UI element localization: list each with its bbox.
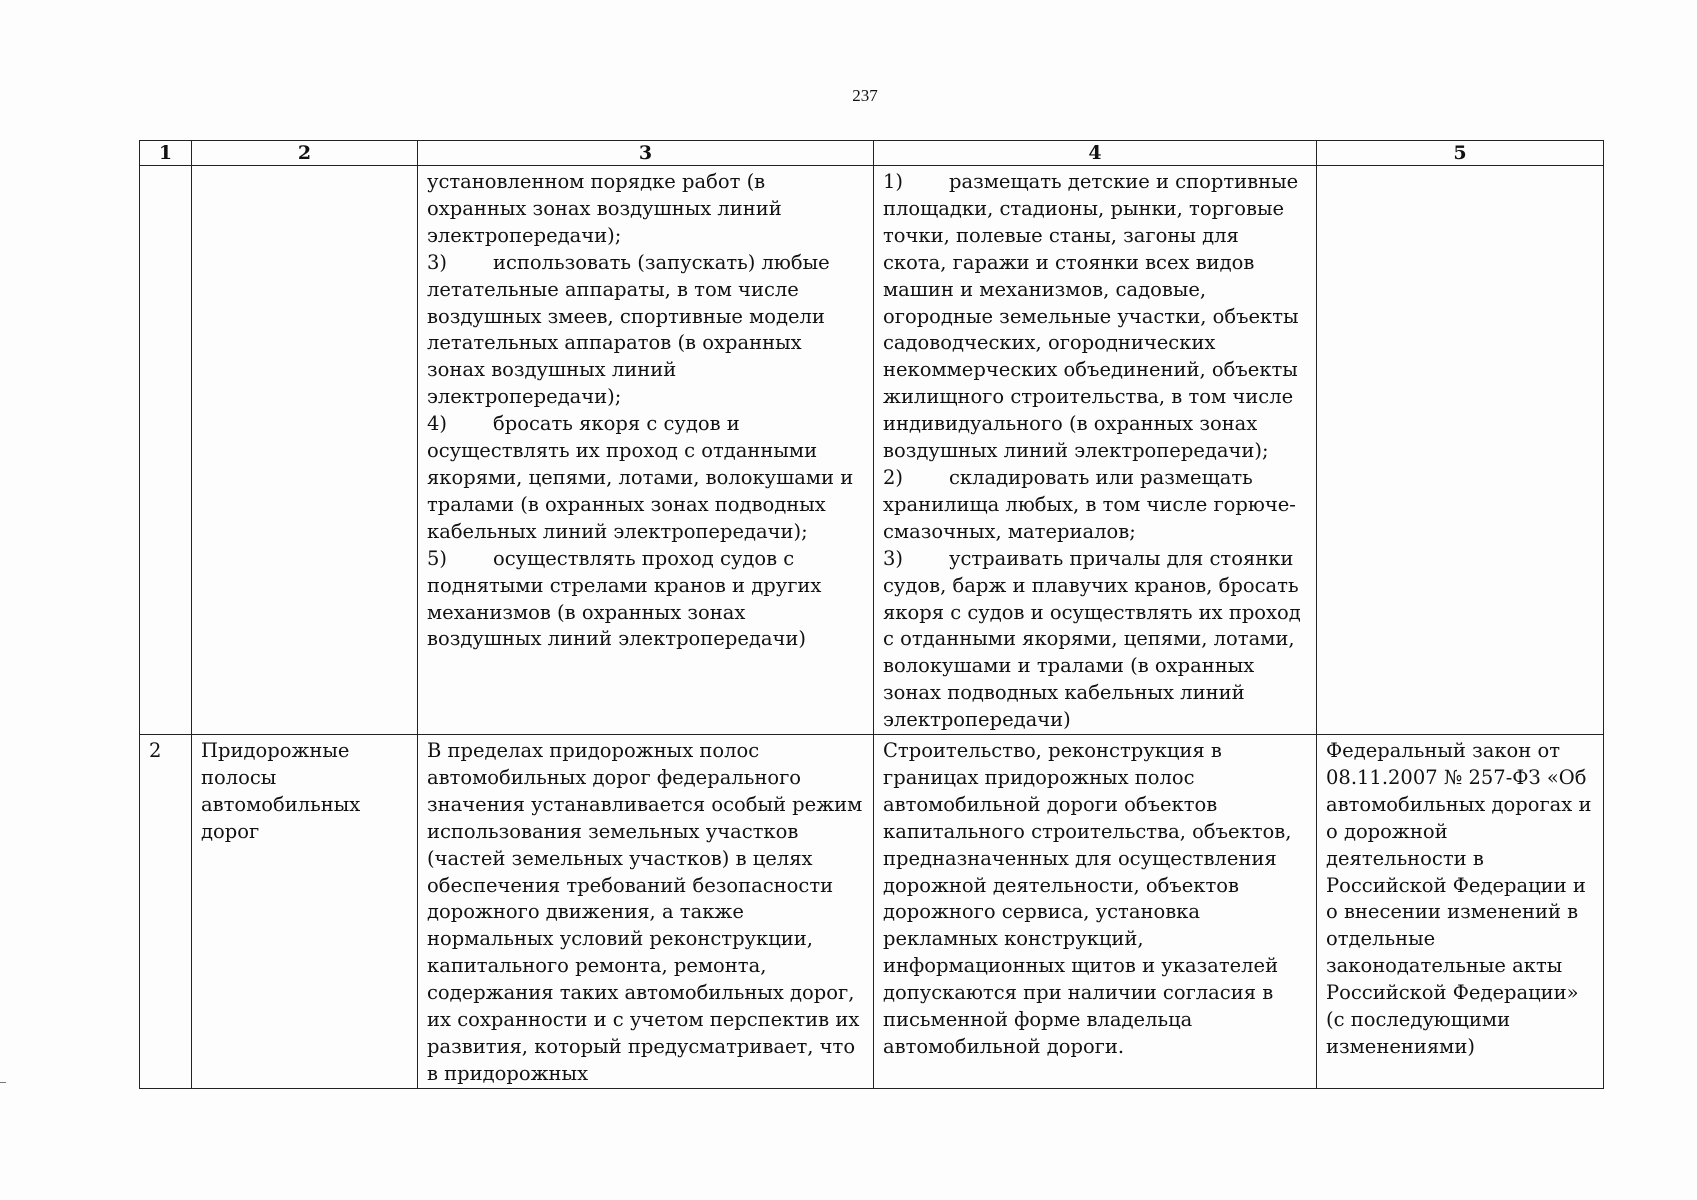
list-item: [427, 250, 864, 411]
zones-table: [139, 140, 1604, 1089]
item-text: бросать якоря с судов и осуществлять их проход с отданными якорями, цепями, лотами, волокушами и тралами (в охранных зонах подводных кабельных линий электропередачи);: [427, 412, 854, 543]
row2-col3: В пределах придорожных полос автомобильных дорог федерального значения устанавливается особый режим использования земельных участков (частей земельных участков) в целях обеспечения требований безопасности дорожного движения, а также нормальных условий реконструкции, капитального ремонта, ремонта, содержания таких автомобильных дорог, их сохранности и с учетом перспектив их развития, который предусматривает, что в придорожных: [418, 735, 874, 1089]
item-number: 3): [427, 250, 448, 274]
item-number: 2): [883, 465, 904, 489]
table-row: [140, 735, 1604, 1089]
item-text: осуществлять проход судов с поднятыми стрелами кранов и других механизмов (в охранных зонах воздушных линий электропередачи): [427, 546, 822, 651]
list-item: [883, 465, 1307, 546]
row1-col1: [140, 166, 192, 735]
item-number: 4): [427, 412, 448, 436]
list-item: [883, 169, 1307, 465]
row2-col5: Федеральный закон от 08.11.2007 № 257-ФЗ «Об автомобильных дорогах и о дорожной деятельности в Российской Федерации и о внесении изменений в отдельные законодательные акты Российской Федерации» (с последующими изменениями): [1317, 735, 1604, 1089]
list-item: [427, 411, 864, 546]
item-number: 1): [883, 170, 904, 193]
row2-col1: 2: [140, 735, 192, 1089]
scan-margin-mark: [0, 1082, 6, 1083]
table-header-row: [140, 141, 1604, 166]
table-row: [140, 166, 1604, 735]
row2-col4: Строительство, реконструкция в границах придорожных полос автомобильной дороги объектов капитального строительства, объектов, предназначенных для осуществления дорожной деятельности, объектов дорожного сервиса, установка рекламных конструкций, информационных щитов и указателей допускаются при наличии согласия в письменной форме владельца автомобильной дороги.: [874, 735, 1317, 1089]
row2-col2: Придорожные полосы автомобильных дорог: [192, 735, 418, 1089]
header-col-5: 5: [1317, 141, 1604, 166]
list-item: [427, 546, 864, 654]
header-col-4: 4: [874, 141, 1317, 166]
item-number: 5): [427, 546, 448, 570]
item-text: использовать (запускать) любые летательные аппараты, в том числе воздушных змеев, спортивные модели летательных аппаратов (в охранных зонах воздушных линий электропередачи);: [427, 250, 830, 409]
header-col-2: 2: [192, 141, 418, 166]
item-text: размещать детские и спортивные площадки, стадионы, рынки, торговые точки, полевые станы, загоны для скота, гаражи и стоянки всех видов машин и механизмов, садовые, огородные земельные участки, объекты садоводческих, огороднических некоммерческих объединений, объекты жилищного строительства, в том числе индивидуального (в охранных зонах воздушных линий электропередачи);: [883, 170, 1299, 463]
page-number: 237: [852, 86, 878, 105]
item-text: складировать или размещать хранилища любых, в том числе горюче-смазочных, материалов;: [883, 465, 1296, 543]
item-number: 3): [883, 546, 904, 570]
header-col-1: 1: [140, 141, 192, 166]
row1-col3: [418, 166, 874, 735]
row1-col3-intro: установленном порядке работ (в охранных зонах воздушных линий электропередачи);: [427, 170, 782, 247]
row1-col5: [1317, 166, 1604, 735]
item-text: устраивать причалы для стоянки судов, барж и плавучих кранов, бросать якоря с судов и осуществлять их проход с отданными якорями, цепями, лотами, волокушами и тралами (в охранных зонах подводных кабельных линий электропередачи): [883, 546, 1301, 732]
header-col-3: 3: [418, 141, 874, 166]
list-item: [883, 546, 1307, 734]
row1-col2: [192, 166, 418, 735]
row1-col4: [874, 166, 1317, 735]
